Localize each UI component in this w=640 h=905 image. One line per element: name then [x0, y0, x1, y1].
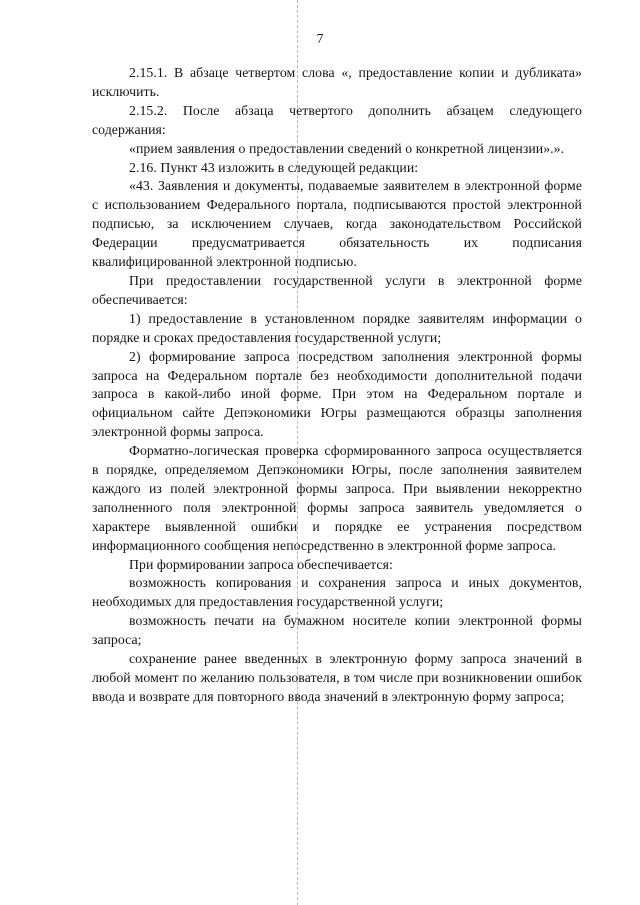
list-item-copying: возможность копирования и сохранения запроса и иных документов, необходимых для предоставления государственной услуги;: [92, 575, 582, 610]
list-item-2: 2) формирование запроса посредством заполнения электронной формы запроса на Федеральном портале без необходимости дополнительной подачи запроса в какой-либо иной форме. При этом на Федеральном портале и официальном сайте Депэкономики Югры размещаются образцы заполнения электронной формы запроса.: [92, 348, 582, 440]
paragraph-electronic-service: При предоставлении государственной услуги в электронной форме обеспечивается:: [92, 272, 582, 307]
paragraph-inserted-text: «прием заявления о предоставлении сведений о конкретной лицензии».».: [129, 140, 565, 156]
paragraph-43: «43. Заявления и документы, подаваемые заявителем в электронной форме с использованием Федерального портала, подписываются простой электронной подписью, за исключением случаев, когда законодательством Российской Федерации предусматривается обязательность их подписания квалифицированной электронной подписью.: [92, 178, 582, 270]
paragraph-format-check: Форматно-логическая проверка сформированного запроса осуществляется в порядке, определяемом Депэкономики Югры, после заполнения заявителем каждого из полей электронной формы запроса. При выявлении некорректно заполненного поля электронной формы запроса заявитель уведомляется о характере выявленной ошибки и порядке ее устранения посредством информационного сообщения непосредственно в электронной форме запроса.: [92, 443, 582, 553]
list-item-printing: возможность печати на бумажном носителе копии электронной формы запроса;: [92, 613, 582, 648]
paragraph-2-15-1: 2.15.1. В абзаце четвертом слова «, предоставление копии и дубликата» исключить.: [92, 65, 582, 99]
paragraph-request-forming: При формировании запроса обеспечивается:: [129, 556, 393, 572]
paragraph-2-15-2: 2.15.2. После абзаца четвертого дополнить абзацем следующего содержания:: [92, 102, 582, 137]
list-item-1: 1) предоставление в установленном порядке заявителям информации о порядке и сроках предоставления государственной услуги;: [92, 310, 582, 345]
list-item-saving: сохранение ранее введенных в электронную форму запроса значений в любой момент по желанию пользователя, в том числе при возникновении ошибок ввода и возврате для повторного ввода значений в электронную форму запроса;: [92, 651, 582, 704]
paragraph-2-16: 2.16. Пункт 43 изложить в следующей редакции:: [129, 159, 419, 175]
page-number: 7: [316, 31, 324, 46]
document-body: [92, 64, 582, 707]
